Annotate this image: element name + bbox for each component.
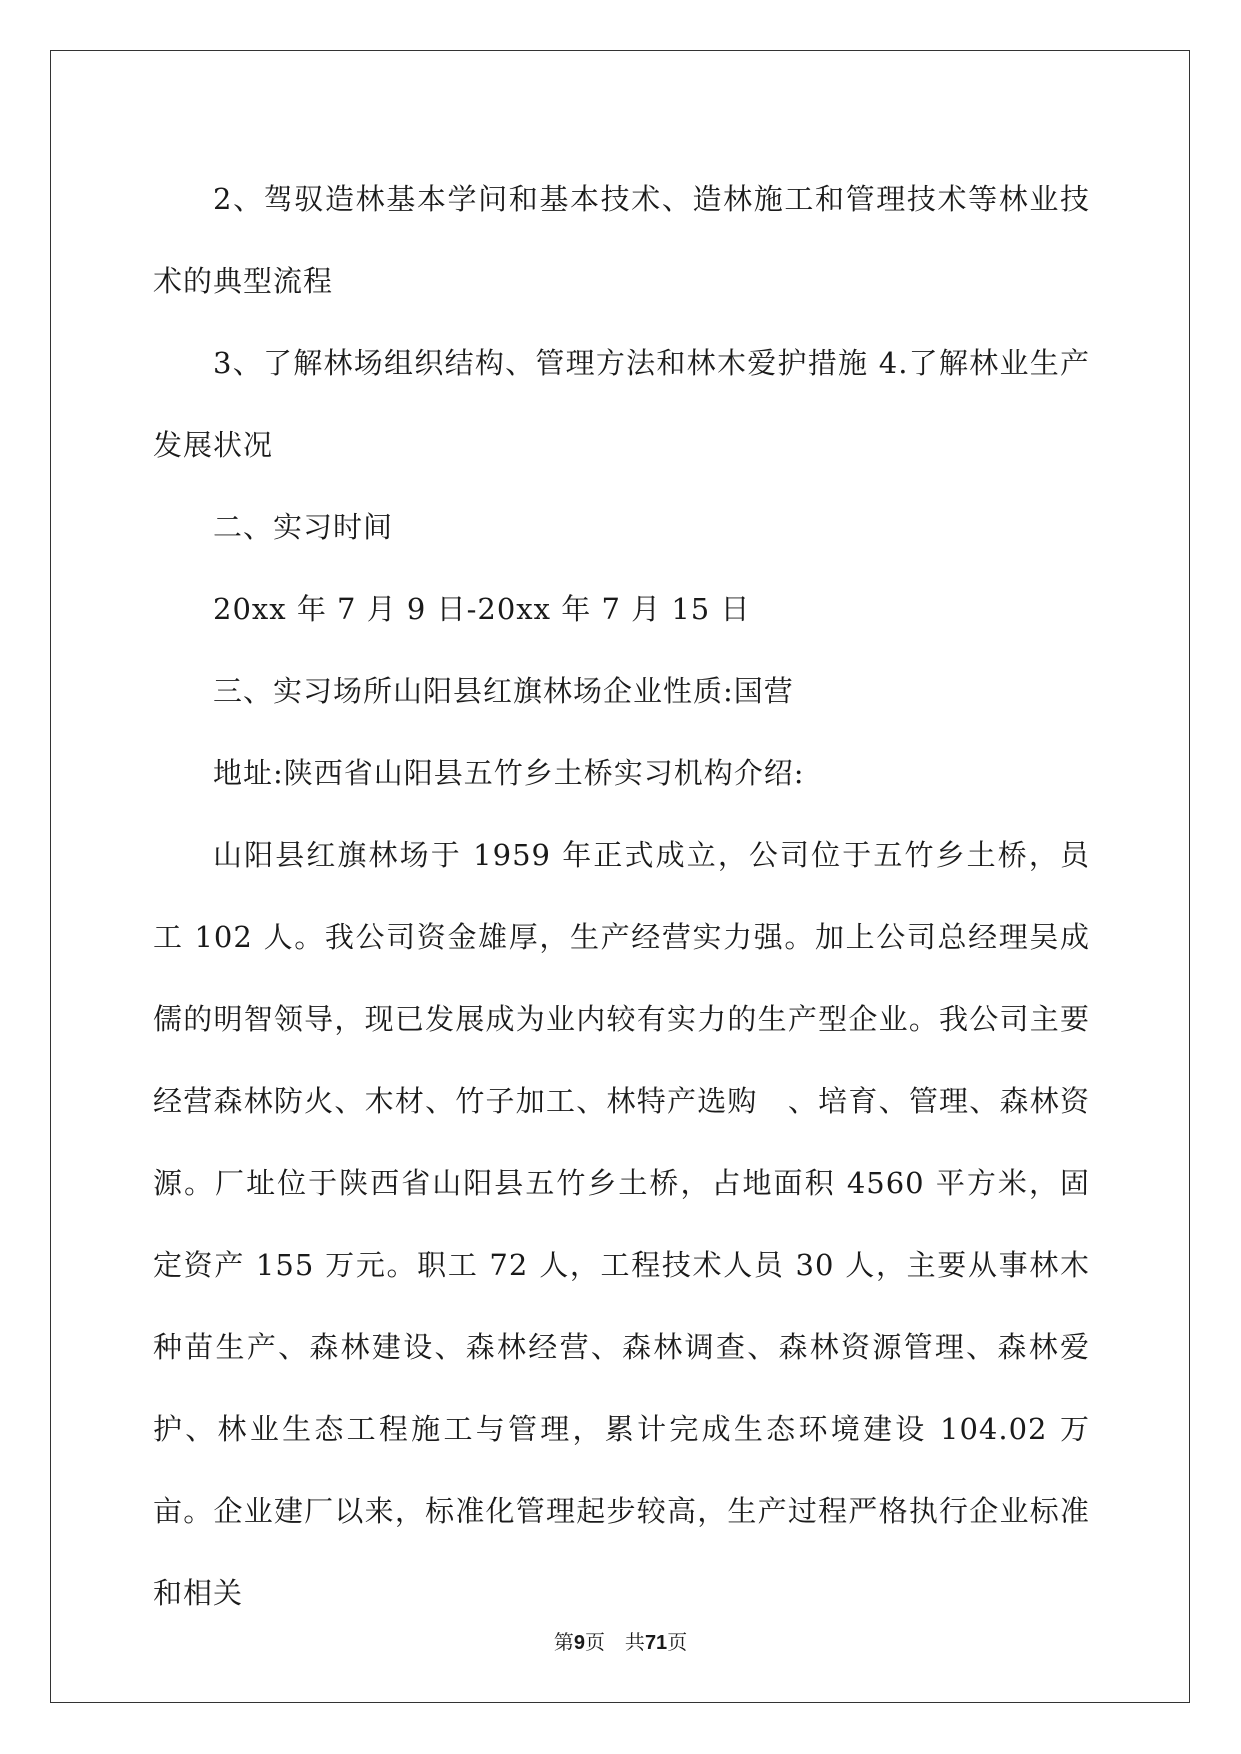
current-page-number: 9 bbox=[573, 1632, 585, 1654]
document-body bbox=[153, 158, 1090, 1634]
footer-prefix: 第 bbox=[553, 1630, 574, 1654]
paragraph: 山阳县红旗林场于 1959 年正式成立，公司位于五竹乡土桥，员工 102 人。我公司资金雄厚，生产经营实力强。加上公司总经理吴成儒的明智领导，现已发展成为业内较有实力的生产型企业。我公司主要经营森林防火、木材、竹子加工、林特产选购 、培育、管理、森林资源。厂址位于陕西省山阳县五竹乡土桥，占地面积 4560 平方米，固定资产 155 万元。职工 72 人，工程技术人员 30 人，主要从事林木种苗生产、森林建设、森林经营、森林调查、森林资源管理、森林爱护、林业生态工程施工与管理，累计完成生态环境建设 104.02 万亩。企业建厂以来，标准化管理起步较高，生产过程严格执行企业标准和相关 bbox=[153, 838, 1090, 1610]
footer-suffix: 页 bbox=[667, 1630, 688, 1654]
footer-middle: 页 共 bbox=[584, 1630, 645, 1654]
paragraph: 20xx 年 7 月 9 日-20xx 年 7 月 15 日 bbox=[213, 592, 751, 626]
section-heading: 三、实习场所山阳县红旗林场企业性质:国营 bbox=[213, 674, 794, 708]
section-heading: 二、实习时间 bbox=[213, 510, 394, 544]
paragraph: 3、了解林场组织结构、管理方法和林木爱护措施 4.了解林业生产发展状况 bbox=[153, 346, 1090, 462]
paragraph: 2、驾驭造林基本学问和基本技术、造林施工和管理技术等林业技术的典型流程 bbox=[153, 182, 1090, 298]
paragraph: 地址:陕西省山阳县五竹乡土桥实习机构介绍: bbox=[213, 756, 805, 790]
page-footer bbox=[0, 1626, 1241, 1655]
total-page-number: 71 bbox=[644, 1632, 668, 1654]
